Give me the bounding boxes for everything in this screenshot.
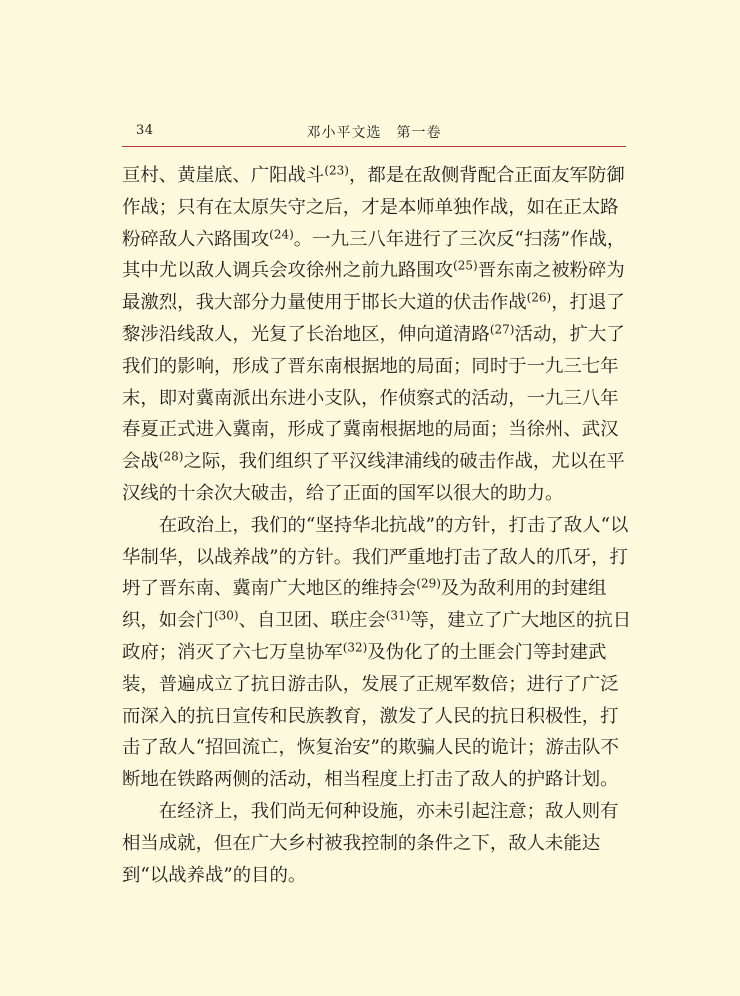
paragraph <box>122 510 632 796</box>
paragraph <box>122 160 632 510</box>
page-header <box>122 121 626 145</box>
page-number: 34 <box>136 123 154 138</box>
header-rule <box>122 146 626 147</box>
text-run: ，打退了黎涉沿线敌人，光复了长治地区，伸向道清路 <box>122 292 625 345</box>
text-run: 等，建立了广大地区的抗日政府；消灭了六七万皇协军 <box>122 610 632 663</box>
text-run: 亘村、黄崖底、广阳战斗 <box>122 165 325 186</box>
text-run: 活动，扩大了我们的影响，形成了晋东南根据地的局面；同时于一九三七年末，即对冀南派出东进小支队，作侦察式的活动，一九三八年春夏正式进入冀南，形成了冀南根据地的局面；当徐州、武汉会战 <box>122 323 625 473</box>
footnote-marker[interactable]: (26) <box>526 290 552 305</box>
text-run: ，都是在敌侧背配合正面友军防御作战；只有在太原失守之后，才是本师单独作战，如在正太路粉碎敌人六路围攻 <box>122 165 625 250</box>
footnote-marker[interactable]: (29) <box>416 576 441 591</box>
text-run: 。一九三八年进行了三次反“扫荡”作战，其中尤以敌人调兵会攻徐州之前九路围攻 <box>122 228 626 282</box>
text-run: 及为敌利用的封建组织，如会门 <box>122 578 607 632</box>
text-run: 在政治上，我们的“坚持华北抗战”的方针，打击了敌人“以华制华，以战养战”的方针。我们严重地打击了敌人的爪牙，打坍了晋东南、冀南广大地区的维持会 <box>122 514 629 600</box>
body-text <box>122 160 632 891</box>
footnote-marker[interactable]: (31) <box>385 608 411 623</box>
footnote-marker[interactable]: (32) <box>342 640 368 655</box>
footnote-marker[interactable]: (27) <box>489 322 515 337</box>
footnote-marker[interactable]: (30) <box>213 608 239 623</box>
footnote-marker[interactable]: (24) <box>269 227 294 241</box>
paragraph <box>122 796 632 891</box>
footnote-marker[interactable]: (28) <box>158 449 184 464</box>
text-run: 及伪化了的土匪会门等封建武装，普遍成立了抗日游击队，发展了正规军数倍；进行了广泛而深入的抗日宣传和民族教育，激发了人民的抗日积极性，打击了敌人“招回流亡，恢复治安”的欺骗人民的诡计；游击队不断地在铁路两侧的活动，相当程度上打击了敌人的护路计划。 <box>122 641 619 791</box>
text-run: 在经济上，我们尚无何种设施，亦未引起注意；敌人则有相当成就，但在广大乡村被我控制的条件之下，敌人未能达到“以战养战”的目的。 <box>122 800 619 886</box>
footnote-marker[interactable]: (25) <box>453 258 478 273</box>
text-run: 、自卫团、联庄会 <box>238 610 386 632</box>
running-title: 邓小平文选 第一卷 <box>306 125 442 141</box>
text-run: 之际，我们组织了平汉线津浦线的破击作战，尤以在平汉线的十余次大破击，给了正面的国军以很大的助力。 <box>122 451 625 504</box>
footnote-marker[interactable]: (23) <box>324 163 349 178</box>
text-run: 晋东南之被粉碎为最激烈，我大部分力量使用于邯长大道的伏击作战 <box>122 260 625 314</box>
